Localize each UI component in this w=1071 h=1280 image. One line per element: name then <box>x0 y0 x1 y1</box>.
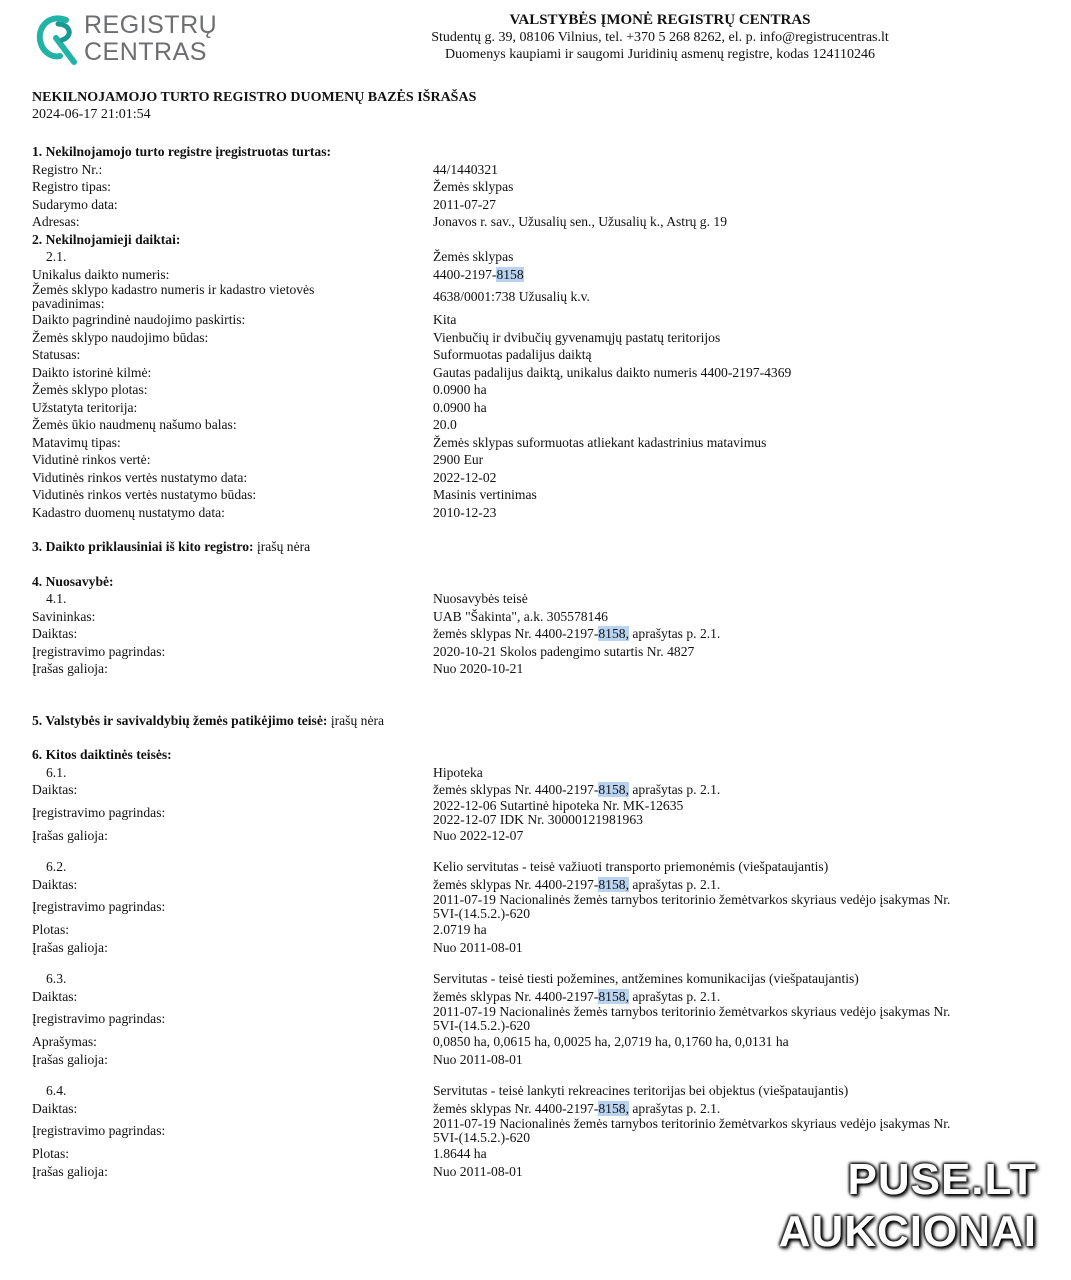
field-label: Registro Nr.: <box>32 161 103 177</box>
owner-value: UAB "Šakinta", a.k. 305578146 <box>433 608 608 624</box>
item-row <box>32 858 1042 876</box>
object-ref-prefix: žemės sklypas Nr. 4400-2197- <box>433 782 599 797</box>
field-label: Plotas: <box>32 922 70 937</box>
object-reference <box>433 625 1042 643</box>
object-ref-suffix: aprašytas p. 2.1. <box>628 626 721 641</box>
item-type: Nuosavybės teisė <box>433 591 528 606</box>
section-1-heading: 1. Nekilnojamojo turto registre įregistruotas turtas: <box>32 144 332 159</box>
field-row <box>32 329 1042 347</box>
field-label: Daiktas: <box>32 626 78 641</box>
field-value <box>433 1005 1042 1033</box>
item-number: 6.1. <box>46 764 67 780</box>
field-row <box>32 643 1042 661</box>
object-ref-suffix: aprašytas p. 2.1. <box>628 876 721 892</box>
field-label: Įrašas galioja: <box>32 661 108 676</box>
field-row <box>32 451 1042 469</box>
section-4-heading: 4. Nuosavybė: <box>32 573 114 589</box>
field-label: Užstatyta teritorija: <box>32 399 138 415</box>
field-row <box>32 1100 1042 1118</box>
field-label: Įrašas galioja: <box>32 1051 108 1067</box>
field-label: Žemės ūkio naudmenų našumo balas: <box>32 417 237 432</box>
org-note: Duomenys kaupiami ir saugomi Juridinių asmenų registre, kodas 124110246 <box>445 47 875 62</box>
search-highlight: 8158, <box>598 782 629 797</box>
document-title: NEKILNOJAMOJO TURTO REGISTRO DUOMENŲ BAZĖS IŠRAŠAS <box>32 90 477 105</box>
basis-line-2: 5VI-(14.5.2.)-620 <box>433 906 531 921</box>
field-label: Daiktas: <box>32 988 78 1004</box>
search-highlight: 8158 <box>496 266 524 282</box>
field-value: Nuo 2011-08-01 <box>433 1051 523 1067</box>
field-label: Matavimų tipas: <box>32 434 121 450</box>
basis-line-2: 5VI-(14.5.2.)-620 <box>433 1130 531 1145</box>
cadastre-label-line-2: pavadinimas: <box>32 296 105 311</box>
field-value: Vienbučių ir dvibučių gyvenamųjų pastatų teritorijos <box>433 329 721 345</box>
object-ref-suffix: aprašytas p. 2.1. <box>628 1100 721 1116</box>
field-value: Masinis vertinimas <box>433 487 537 502</box>
basis-line-1: 2011-07-19 Nacionalinės žemės tarnybos teritorinio žemėtvarkos skyriaus vedėjo įsakymas Nr. <box>433 1116 951 1131</box>
field-value: 2011-07-27 <box>433 196 496 212</box>
field-value: 2.0719 ha <box>433 922 487 937</box>
field-value: 0.0900 ha <box>433 382 487 397</box>
object-reference <box>433 876 1042 894</box>
logo-line-1: REGISTRŲ <box>84 11 218 39</box>
field-label: Daiktas: <box>32 1100 78 1116</box>
field-row <box>32 486 1042 504</box>
field-value: Jonavos r. sav., Užusalių sen., Užusalių k., Astrų g. 19 <box>433 214 727 229</box>
cadastre-label-line-1: Žemės sklypo kadastro numeris ir kadastro vietovės <box>32 282 315 297</box>
field-label: Unikalus daikto numeris: <box>32 266 170 282</box>
item-type: Servitutas - teisė tiesti požemines, antžemines komunikacijas (viešpataujantis) <box>433 971 859 986</box>
field-row <box>32 660 1042 678</box>
item-type: Kelio servitutas - teisė važiuoti transporto priemonėmis (viešpataujantis) <box>433 859 829 874</box>
object-ref-suffix: aprašytas p. 2.1. <box>628 782 721 797</box>
field-row <box>32 921 1042 939</box>
field-value: Gautas padalijus daiktą, unikalus daikto numeris 4400-2197-4369 <box>433 364 792 380</box>
logo-line-2: CENTRAS <box>84 38 207 66</box>
field-label: Vidutinės rinkos vertės nustatymo data: <box>32 469 248 485</box>
field-row <box>32 213 1042 231</box>
registru-centras-logo <box>36 10 216 70</box>
field-row <box>32 346 1042 364</box>
field-row <box>32 311 1042 329</box>
field-label: Daiktas: <box>32 876 78 892</box>
basis-line-2: 2022-12-07 IDK Nr. 30000121981963 <box>433 811 643 827</box>
field-label: Registro tipas: <box>32 179 111 194</box>
rc-logo-icon <box>36 12 82 68</box>
field-row <box>32 161 1042 179</box>
search-highlight: 8158, <box>598 1100 629 1116</box>
section-5-heading <box>32 712 1042 730</box>
field-label: Įrašas galioja: <box>32 827 108 843</box>
field-row <box>32 939 1042 957</box>
field-row <box>32 1033 1042 1051</box>
field-label: Įregistravimo pagrindas: <box>32 899 166 914</box>
item-row <box>32 248 1042 266</box>
field-value <box>433 799 1042 827</box>
field-label: Sudarymo data: <box>32 196 118 212</box>
basis-line-1: 2011-07-19 Nacionalinės žemės tarnybos teritorinio žemėtvarkos skyriaus vedėjo įsakymas Nr. <box>433 892 951 907</box>
section-5-none: įrašų nėra <box>327 712 385 728</box>
field-value: Nuo 2011-08-01 <box>433 1163 523 1179</box>
field-row <box>32 781 1042 799</box>
field-label: Žemės sklypo naudojimo būdas: <box>32 329 209 345</box>
field-row <box>32 799 1042 827</box>
field-value: Kita <box>433 312 457 327</box>
field-label: Adresas: <box>32 214 80 229</box>
section-3-none: įrašų nėra <box>253 539 311 554</box>
field-value: Nuo 2011-08-01 <box>433 939 523 955</box>
field-row <box>32 416 1042 434</box>
field-value: Suformuotas padalijus daiktą <box>433 347 592 362</box>
field-value: 44/1440321 <box>433 161 498 177</box>
field-label: Įregistravimo pagrindas: <box>32 1011 166 1026</box>
object-ref-prefix: žemės sklypas Nr. 4400-2197- <box>433 876 599 892</box>
field-row <box>32 196 1042 214</box>
field-value: 2010-12-23 <box>433 504 497 520</box>
field-value: Nuo 2020-10-21 <box>433 661 524 676</box>
field-row <box>32 1117 1042 1145</box>
field-label: Įregistravimo pagrindas: <box>32 804 166 820</box>
field-row <box>32 504 1042 522</box>
basis-line-2: 5VI-(14.5.2.)-620 <box>433 1018 531 1033</box>
object-reference <box>433 781 1042 799</box>
field-value: Nuo 2022-12-07 <box>433 827 524 843</box>
item-number: 6.4. <box>46 1083 67 1098</box>
field-value: 2022-12-02 <box>433 469 497 485</box>
watermark-line-1: PUSE.LT <box>847 1155 1037 1204</box>
field-row <box>32 608 1042 626</box>
field-value: 2020-10-21 Skolos padengimo sutartis Nr. 4827 <box>433 643 695 659</box>
organization-header <box>360 12 960 63</box>
field-row <box>32 381 1042 399</box>
watermark <box>779 1154 1037 1258</box>
watermark-line-2: AUKCIONAI <box>778 1207 1037 1256</box>
field-value: 0,0850 ha, 0,0615 ha, 0,0025 ha, 2,0719 ha, 0,1760 ha, 0,0131 ha <box>433 1034 789 1049</box>
field-row <box>32 364 1042 382</box>
field-label: Vidutinė rinkos vertė: <box>32 452 151 467</box>
section-2-heading: 2. Nekilnojamieji daiktai: <box>32 231 181 247</box>
field-label: Daikto istorinė kilmė: <box>32 364 152 380</box>
item-number: 4.1. <box>46 591 67 606</box>
section-5-title: 5. Valstybės ir savivaldybių žemės patikėjimo teisė: <box>32 712 328 728</box>
item-type: Hipoteka <box>433 764 483 780</box>
basis-line-1: 2011-07-19 Nacionalinės žemės tarnybos teritorinio žemėtvarkos skyriaus vedėjo įsakymas Nr. <box>433 1004 951 1019</box>
unique-number-value <box>433 266 1042 284</box>
field-label: Kadastro duomenų nustatymo data: <box>32 504 225 520</box>
unique-number-prefix: 4400-2197- <box>433 266 497 282</box>
field-row <box>32 266 1042 284</box>
document-body <box>32 143 1042 1180</box>
item-type: Servitutas - teisė lankyti rekreacines teritorijas bei objektus (viešpataujantis) <box>433 1083 849 1098</box>
object-reference <box>433 988 1042 1006</box>
object-ref-prefix: žemės sklypas Nr. 4400-2197- <box>433 1100 599 1116</box>
item-type: Žemės sklypas <box>433 249 514 264</box>
field-label: Daiktas: <box>32 782 78 797</box>
object-ref-prefix: žemės sklypas Nr. 4400-2197- <box>433 988 599 1004</box>
field-label: Vidutinės rinkos vertės nustatymo būdas: <box>32 487 257 502</box>
field-value: 20.0 <box>433 417 457 432</box>
field-value: 1.8644 ha <box>433 1146 487 1161</box>
field-row <box>32 399 1042 417</box>
section-3-title: 3. Daikto priklausiniai iš kito registro: <box>32 539 254 554</box>
object-reference <box>433 1100 1042 1118</box>
document-datetime: 2024-06-17 21:01:54 <box>32 107 151 122</box>
item-number: 2.1. <box>46 249 67 264</box>
field-row <box>32 827 1042 845</box>
field-row <box>32 469 1042 487</box>
field-value: 2900 Eur <box>433 452 484 467</box>
search-highlight: 8158, <box>598 988 629 1004</box>
field-row <box>32 1051 1042 1069</box>
field-row <box>32 988 1042 1006</box>
basis-line-1: 2022-12-06 Sutartinė hipoteka Nr. MK-12635 <box>433 797 684 813</box>
field-row <box>32 283 1042 311</box>
field-label <box>32 283 433 311</box>
item-number: 6.3. <box>46 971 67 986</box>
item-row <box>32 970 1042 988</box>
object-ref-suffix: aprašytas p. 2.1. <box>628 988 721 1004</box>
field-label: Plotas: <box>32 1146 70 1161</box>
search-highlight: 8158, <box>598 876 629 892</box>
field-value <box>433 893 1042 921</box>
field-row <box>32 434 1042 452</box>
field-value: 4638/0001:738 Užusalių k.v. <box>433 289 590 304</box>
section-6-heading: 6. Kitos daiktinės teisės: <box>32 747 172 762</box>
field-row <box>32 876 1042 894</box>
field-value: Žemės sklypas suformuotas atliekant kadastrinius matavimus <box>433 434 767 450</box>
field-value <box>433 1117 1042 1145</box>
item-row <box>32 590 1042 608</box>
field-row <box>32 1005 1042 1033</box>
org-address: Studentų g. 39, 08106 Vilnius, tel. +370 5 268 8262, el. p. info@registrucentras.lt <box>431 30 889 45</box>
search-highlight: 8158, <box>598 626 629 641</box>
field-row <box>32 178 1042 196</box>
field-label: Statusas: <box>32 347 81 362</box>
field-label: Daikto pagrindinė naudojimo paskirtis: <box>32 312 246 327</box>
field-value: Žemės sklypas <box>433 179 514 194</box>
field-value: 0.0900 ha <box>433 399 487 415</box>
field-label: Įrašas galioja: <box>32 939 108 955</box>
section-3-heading <box>32 538 1042 556</box>
field-label: Žemės sklypo plotas: <box>32 382 148 397</box>
item-number: 6.2. <box>46 859 67 874</box>
field-label: Savininkas: <box>32 608 96 624</box>
object-ref-prefix: žemės sklypas Nr. 4400-2197- <box>433 626 599 641</box>
field-label: Aprašymas: <box>32 1034 97 1049</box>
org-name: VALSTYBĖS ĮMONĖ REGISTRŲ CENTRAS <box>509 12 811 28</box>
item-row <box>32 1082 1042 1100</box>
field-label: Įregistravimo pagrindas: <box>32 1123 166 1138</box>
item-row <box>32 764 1042 782</box>
field-label: Įrašas galioja: <box>32 1163 108 1179</box>
field-label: Įregistravimo pagrindas: <box>32 643 166 659</box>
field-row <box>32 893 1042 921</box>
field-row <box>32 625 1042 643</box>
